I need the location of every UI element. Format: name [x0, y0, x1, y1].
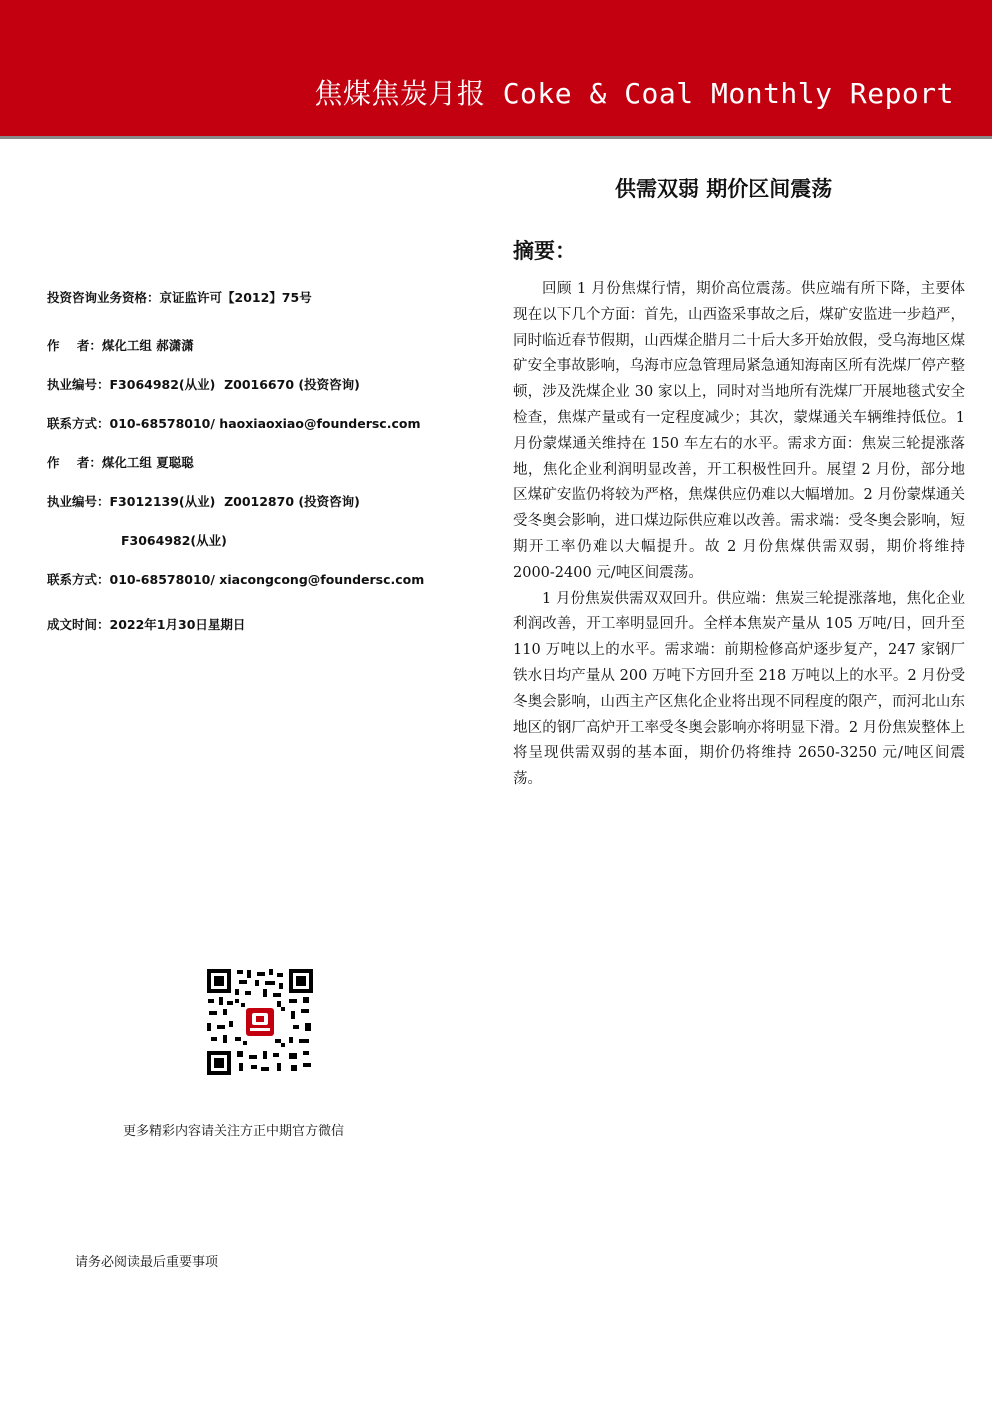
qr-code-icon — [205, 967, 315, 1077]
license-label: 投资咨询业务资格： — [47, 290, 160, 305]
headline: 供需双弱 期价区间震荡 — [615, 177, 833, 201]
contact2-row — [47, 570, 424, 588]
cert2-row — [47, 492, 360, 510]
report-title: 焦煤焦炭月报 Coke & Coal Monthly Report — [314, 77, 954, 110]
author1-label: 作 者： — [47, 338, 102, 353]
summary-paragraph: 回顾 1 月份焦煤行情，期价高位震荡。供应端有所下降，主要体现在以下几个方面：首先，山西盗采事故之后，煤矿安监进一步趋严，同时临近春节假期，山西煤企腊月二十后大多开始放假，受乌海地区煤矿安全事故影响，乌海市应急管理局紧急通知海南区所有洗煤厂停产整顿，涉及洗煤企业 30 家以上，同时对当地所有洗煤厂开展地毯式安全检查，焦煤产量或有一定程度减少；其次，蒙煤通关车辆维持低位。1 月份蒙煤通关维持在 150 车左右的水平。需求方面：焦炭三轮提涨落地，焦化企业利润明显改善，开工积极性回升。展望 2 月份，部分地区煤矿安监仍将较为严格，焦煤供应仍难以大幅增加。2 月份蒙煤通关受冬奥会影响，进口煤边际供应难以改善。需求端：受冬奥会影响，短期开工率仍难以大幅提升。故 2 月份焦煤供需双弱，期价将维持 2000-2400 元/吨区间震荡。 — [513, 281, 965, 581]
author2-label: 作 者： — [47, 455, 102, 470]
qr-code-graphic — [205, 967, 315, 1077]
cert2-value: F3012139(从业) Z0012870 (投资咨询) — [109, 494, 360, 509]
date-row — [47, 615, 245, 633]
cert1-label: 执业编号： — [47, 377, 110, 392]
footer-note: 请务必阅读最后重要事项 — [75, 1255, 219, 1270]
summary-body — [513, 277, 965, 793]
author2-row — [47, 453, 194, 471]
date-value: 2022年1月30日星期日 — [109, 617, 246, 632]
author2-value: 煤化工组 夏聪聪 — [101, 455, 194, 470]
qr-caption: 更多精彩内容请关注方正中期官方微信 — [123, 1124, 345, 1139]
author1-value: 煤化工组 郝潇潇 — [101, 338, 194, 353]
header-banner — [0, 0, 992, 136]
contact1-value: 010-68578010/ haoxiaoxiao@foundersc.com — [109, 416, 421, 431]
cert1-row — [47, 375, 360, 393]
cert2-extra-row — [47, 531, 227, 549]
date-label: 成文时间： — [47, 617, 110, 632]
header-divider — [0, 136, 992, 139]
cert1-value: F3064982(从业) Z0016670 (投资咨询) — [109, 377, 360, 392]
license-value: 京证监许可【2012】75号 — [159, 290, 312, 305]
summary-heading: 摘要： — [513, 239, 576, 263]
license-row — [47, 288, 312, 306]
contact2-label: 联系方式： — [47, 572, 110, 587]
cert2-label: 执业编号： — [47, 494, 110, 509]
author1-row — [47, 336, 194, 354]
contact1-row — [47, 414, 421, 432]
summary-paragraph: 1 月份焦炭供需双双回升。供应端：焦炭三轮提涨落地，焦化企业利润改善，开工率明显回升。全样本焦炭产量从 105 万吨/日，回升至 110 万吨以上的水平。需求端：前期检修高炉逐步复产，247 家钢厂铁水日均产量从 200 万吨下方回升至 218 万吨以上的水平。2 月份受冬奥会影响，山西主产区焦化企业将出现不同程度的限产，而河北山东地区的钢厂高炉开工率受冬奥会影响亦将明显下滑。2 月份焦炭整体上将呈现供需双弱的基本面，期价仍将维持 2650-3250 元/吨区间震荡。 — [513, 590, 965, 788]
contact1-label: 联系方式： — [47, 416, 110, 431]
cert2-extra-value: F3064982(从业) — [121, 533, 227, 548]
contact2-value: 010-68578010/ xiacongcong@foundersc.com — [109, 572, 425, 587]
